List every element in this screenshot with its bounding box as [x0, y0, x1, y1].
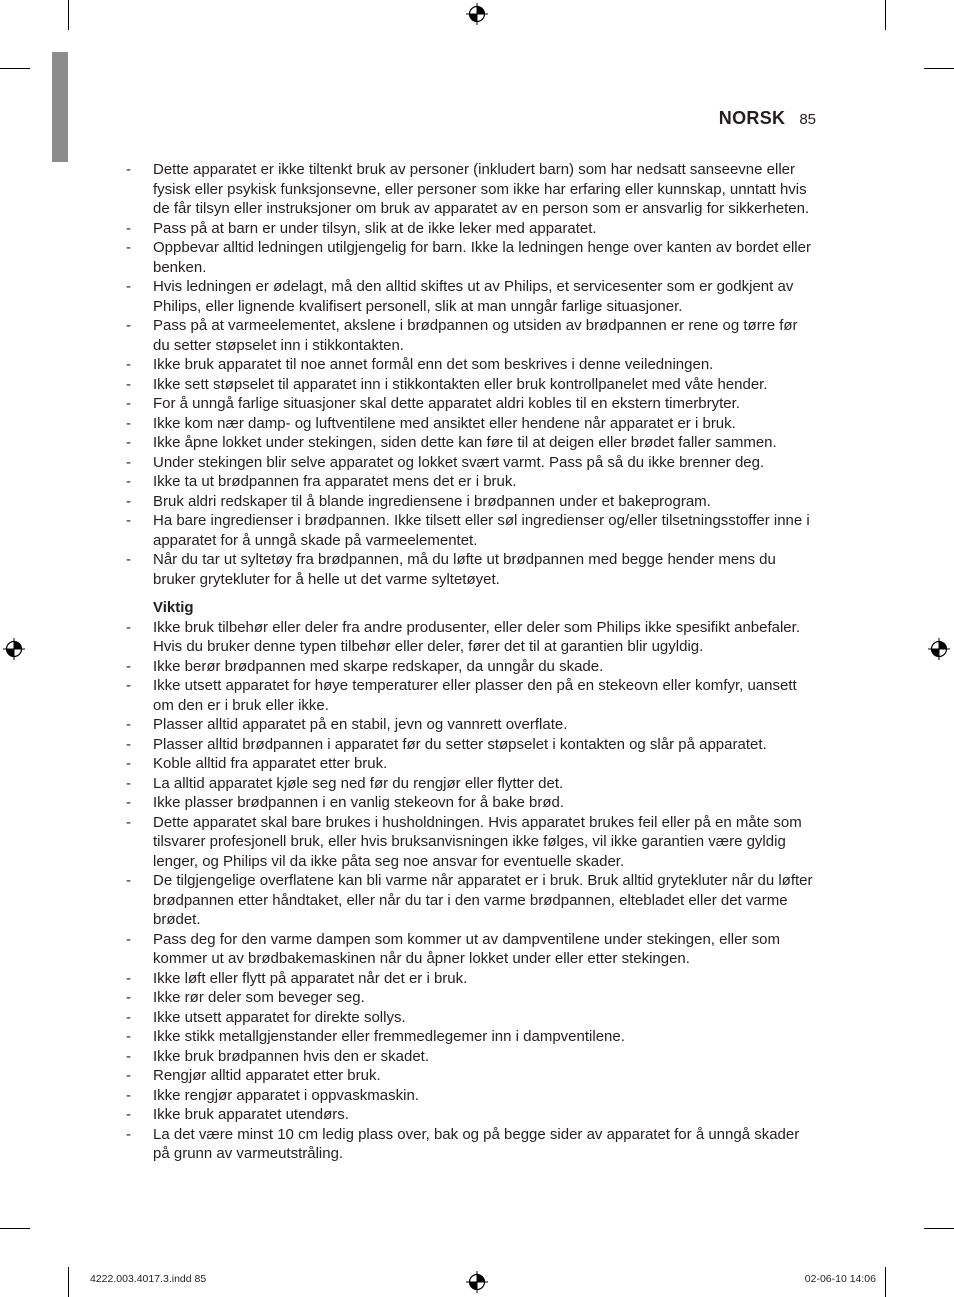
list-item: - Ikke åpne lokket under stekingen, siden dette kan føre til at deigen eller brødet faller sammen. [122, 433, 816, 453]
list-item: - Pass på at barn er under tilsyn, slik at de ikke leker med apparatet. [122, 219, 816, 239]
list-item: - Ikke bruk apparatet utendørs. [122, 1105, 816, 1125]
list-item: - Ikke bruk apparatet til noe annet formål enn det som beskrives i denne veiledningen. [122, 355, 816, 375]
list-item: - Bruk aldri redskaper til å blande ingrediensene i brødpannen under et bakeprogram. [122, 492, 816, 512]
list-item: - Ikke bruk tilbehør eller deler fra andre produsenter, eller deler som Philips ikke spesifikt anbefaler. Hvis du bruker denne typen tilbehør eller deler, fører det til at garantien blir ugyldig. [122, 618, 816, 657]
list-item: - Oppbevar alltid ledningen utilgjengelig for barn. Ikke la ledningen henge over kanten av bordet eller benken. [122, 238, 816, 277]
crop-mark [0, 1228, 30, 1229]
registration-mark-icon [928, 638, 950, 660]
list-item: - Ikke rør deler som beveger seg. [122, 988, 816, 1008]
list-item: - La det være minst 10 cm ledig plass over, bak og på begge sider av apparatet for å unngå skader på grunn av varmeutstråling. [122, 1125, 816, 1164]
list-item: - Ikke bruk brødpannen hvis den er skadet. [122, 1047, 816, 1067]
list-item: - Ikke kom nær damp- og luftventilene med ansiktet eller hendene når apparatet er i bruk. [122, 414, 816, 434]
page-header [719, 108, 816, 129]
list-item: - Ikke løft eller flytt på apparatet når det er i bruk. [122, 969, 816, 989]
safety-list [122, 160, 816, 589]
page-content [122, 160, 816, 1164]
registration-mark-icon [466, 1271, 488, 1293]
list-item: - Ikke berør brødpannen med skarpe redskaper, da unngår du skade. [122, 657, 816, 677]
list-item: - Koble alltid fra apparatet etter bruk. [122, 754, 816, 774]
list-item: - Ikke stikk metallgjenstander eller fremmedlegemer inn i dampventilene. [122, 1027, 816, 1047]
registration-mark-icon [3, 638, 25, 660]
crop-mark [0, 68, 30, 69]
list-item: - Hvis ledningen er ødelagt, må den alltid skiftes ut av Philips, et servicesenter som er godkjent av Philips, eller lignende kvalifisert personell, slik at man unngår farlige situasjoner. [122, 277, 816, 316]
footer-datetime: 02-06-10 14:06 [804, 1273, 876, 1285]
language-heading: NORSK [718, 108, 786, 128]
crop-mark [68, 1267, 69, 1297]
list-item: - Når du tar ut syltetøy fra brødpannen, må du løfte ut brødpannen med begge hender mens du bruker grytekluter for å helle ut det varme syltetøyet. [122, 550, 816, 589]
crop-mark [924, 68, 954, 69]
section-tab [52, 52, 68, 162]
crop-mark [885, 0, 886, 30]
list-item: - Ikke utsett apparatet for høye temperaturer eller plasser den på en stekeovn eller komfyr, uansett om den er i bruk eller ikke. [122, 676, 816, 715]
important-list [122, 618, 816, 1164]
page-number: 85 [799, 111, 816, 128]
list-item: - Ikke utsett apparatet for direkte sollys. [122, 1008, 816, 1028]
list-item: - Pass deg for den varme dampen som kommer ut av dampventilene under stekingen, eller som kommer ut av brødbakemaskinen når du åpner lokket under eller etter stekingen. [122, 930, 816, 969]
registration-mark-icon [466, 3, 488, 25]
list-item: - Dette apparatet skal bare brukes i husholdningen. Hvis apparatet brukes feil eller på en måte som tilsvarer profesjonell bruk, eller hvis bruksanvisningen ikke følges, vil ikke garantien være gyldig lenger, og Philips vil da ikke påta seg noe ansvar for eventuelle skader. [122, 813, 816, 872]
crop-mark [68, 0, 69, 30]
list-item: - Ikke plasser brødpannen i en vanlig stekeovn for å bake brød. [122, 793, 816, 813]
list-item: - Pass på at varmeelementet, akslene i brødpannen og utsiden av brødpannen er rene og tørre før du setter støpselet inn i stikkontakten. [122, 316, 816, 355]
crop-mark [885, 1267, 886, 1297]
crop-mark [924, 1228, 954, 1229]
list-item: - De tilgjengelige overflatene kan bli varme når apparatet er i bruk. Bruk alltid grytekluter når du løfter brødpannen etter håndtaket, eller når du tar i den varme brødpannen, eltebladet eller det varme brødet. [122, 871, 816, 930]
list-item: - Ha bare ingredienser i brødpannen. Ikke tilsett eller søl ingredienser og/eller tilsetningsstoffer inne i apparatet for å unngå skade på varmeelementet. [122, 511, 816, 550]
list-item: - Ikke rengjør apparatet i oppvaskmaskin. [122, 1086, 816, 1106]
section-heading: Viktig [153, 599, 194, 616]
footer-filename: 4222.003.4017.3.indd 85 [90, 1273, 207, 1285]
list-item: - Dette apparatet er ikke tiltenkt bruk av personer (inkludert barn) som har nedsatt sanseevne eller fysisk eller psykisk funksjonsevne, eller personer som ikke har erfaring eller kunnskap, unntatt hvis de får tilsyn eller instruksjoner om bruk av apparatet av en person som er ansvarlig for sikkerheten. [122, 160, 816, 219]
list-item: - Under stekingen blir selve apparatet og lokket svært varmt. Pass på så du ikke brenner deg. [122, 453, 816, 473]
list-item: - Rengjør alltid apparatet etter bruk. [122, 1066, 816, 1086]
list-item: - Plasser alltid brødpannen i apparatet før du setter støpselet i kontakten og slår på apparatet. [122, 735, 816, 755]
list-item: - Ikke sett støpselet til apparatet inn i stikkontakten eller bruk kontrollpanelet med våte hender. [122, 375, 816, 395]
list-item: - Plasser alltid apparatet på en stabil, jevn og vannrett overflate. [122, 715, 816, 735]
list-item: - For å unngå farlige situasjoner skal dette apparatet aldri kobles til en ekstern timerbryter. [122, 394, 816, 414]
list-item: - La alltid apparatet kjøle seg ned før du rengjør eller flytter det. [122, 774, 816, 794]
list-item: - Ikke ta ut brødpannen fra apparatet mens det er i bruk. [122, 472, 816, 492]
